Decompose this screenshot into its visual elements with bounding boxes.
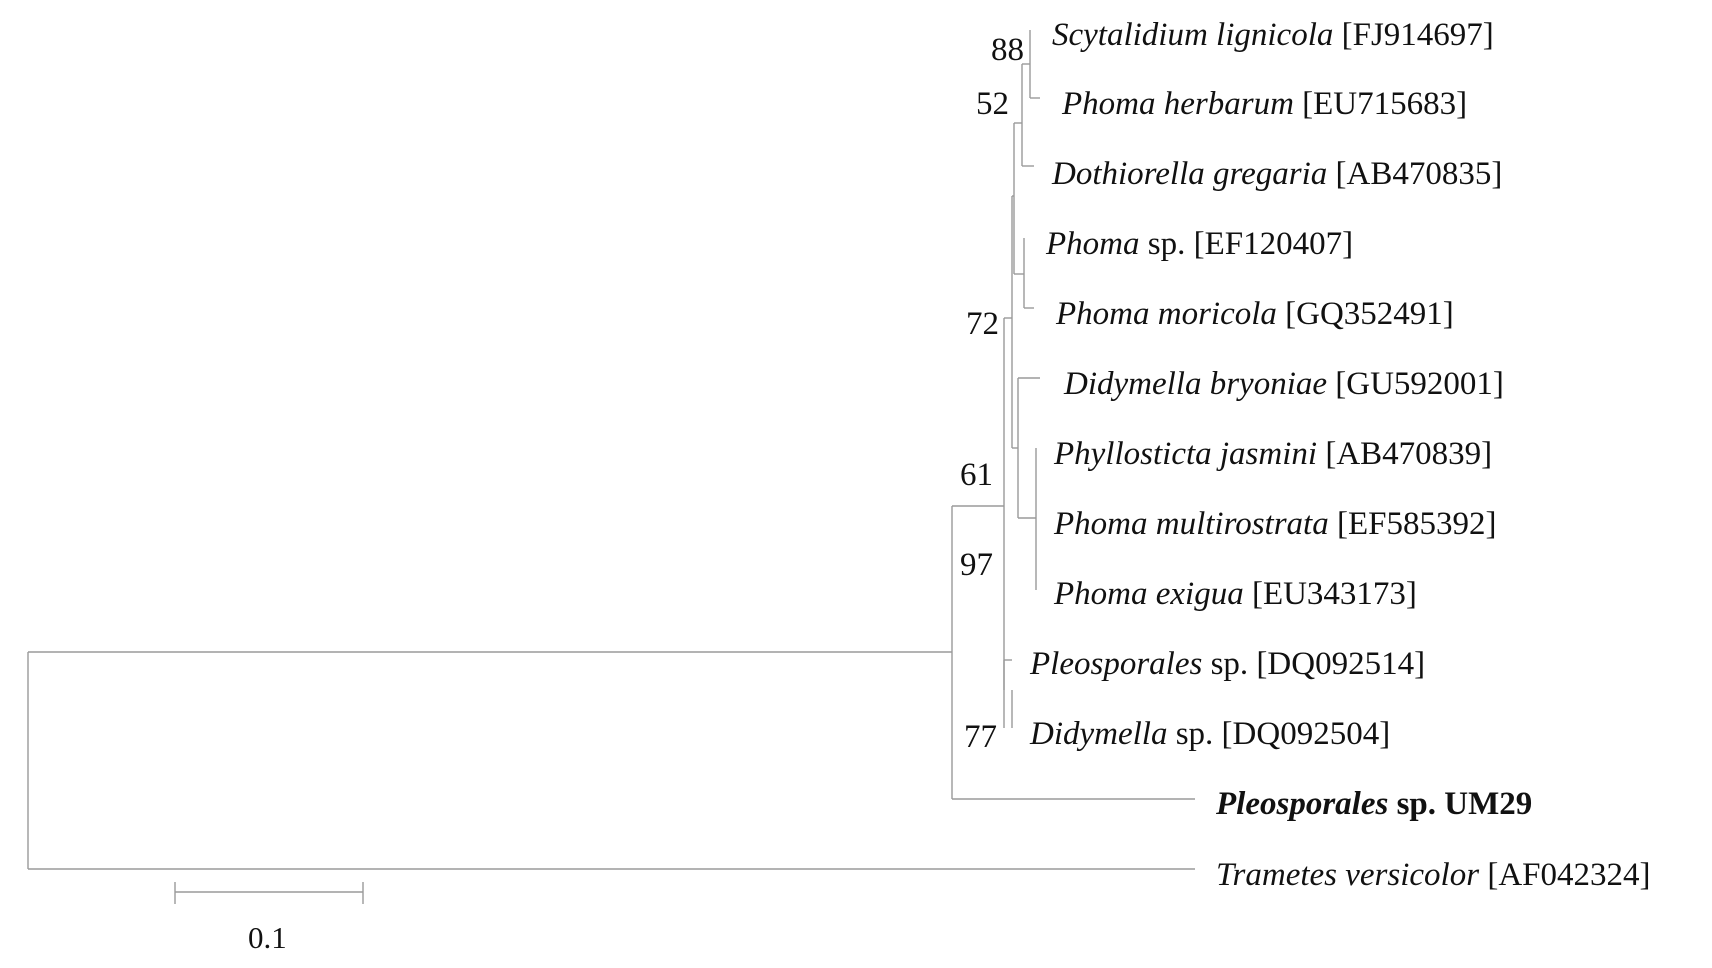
taxon-label: Phoma moricola [GQ352491] (1056, 296, 1454, 332)
taxon-label: Dothiorella gregaria [AB470835] (1052, 156, 1503, 192)
support-72: 72 (966, 306, 999, 342)
taxon-label: Phyllosticta jasmini [AB470839] (1054, 436, 1493, 472)
support-88: 88 (991, 32, 1024, 68)
tree-branches (28, 30, 1195, 869)
support-77: 77 (964, 719, 997, 755)
support-52: 52 (976, 86, 1009, 122)
scale-bar (175, 882, 363, 955)
taxon-label: Trametes versicolor [AF042324] (1216, 857, 1651, 893)
support-61: 61 (960, 457, 993, 493)
taxon-label-highlighted: Pleosporales sp. UM29 (1216, 786, 1533, 822)
taxon-label: Phoma sp. [EF120407] (1046, 226, 1354, 262)
support-97: 97 (960, 547, 993, 583)
taxon-label: Pleosporales sp. [DQ092514] (1030, 646, 1426, 682)
taxon-label: Didymella bryoniae [GU592001] (1064, 366, 1504, 402)
taxon-label: Phoma multirostrata [EF585392] (1054, 506, 1497, 542)
taxon-labels (1029, 17, 1651, 893)
taxon-label: Phoma herbarum [EU715683] (1062, 86, 1468, 122)
taxon-label: Didymella sp. [DQ092504] (1030, 716, 1391, 752)
taxon-label: Phoma exigua [EU343173] (1054, 576, 1417, 612)
scale-bar-label: 0.1 (248, 920, 287, 955)
taxon-label: Scytalidium lignicola [FJ914697] (1052, 17, 1494, 53)
